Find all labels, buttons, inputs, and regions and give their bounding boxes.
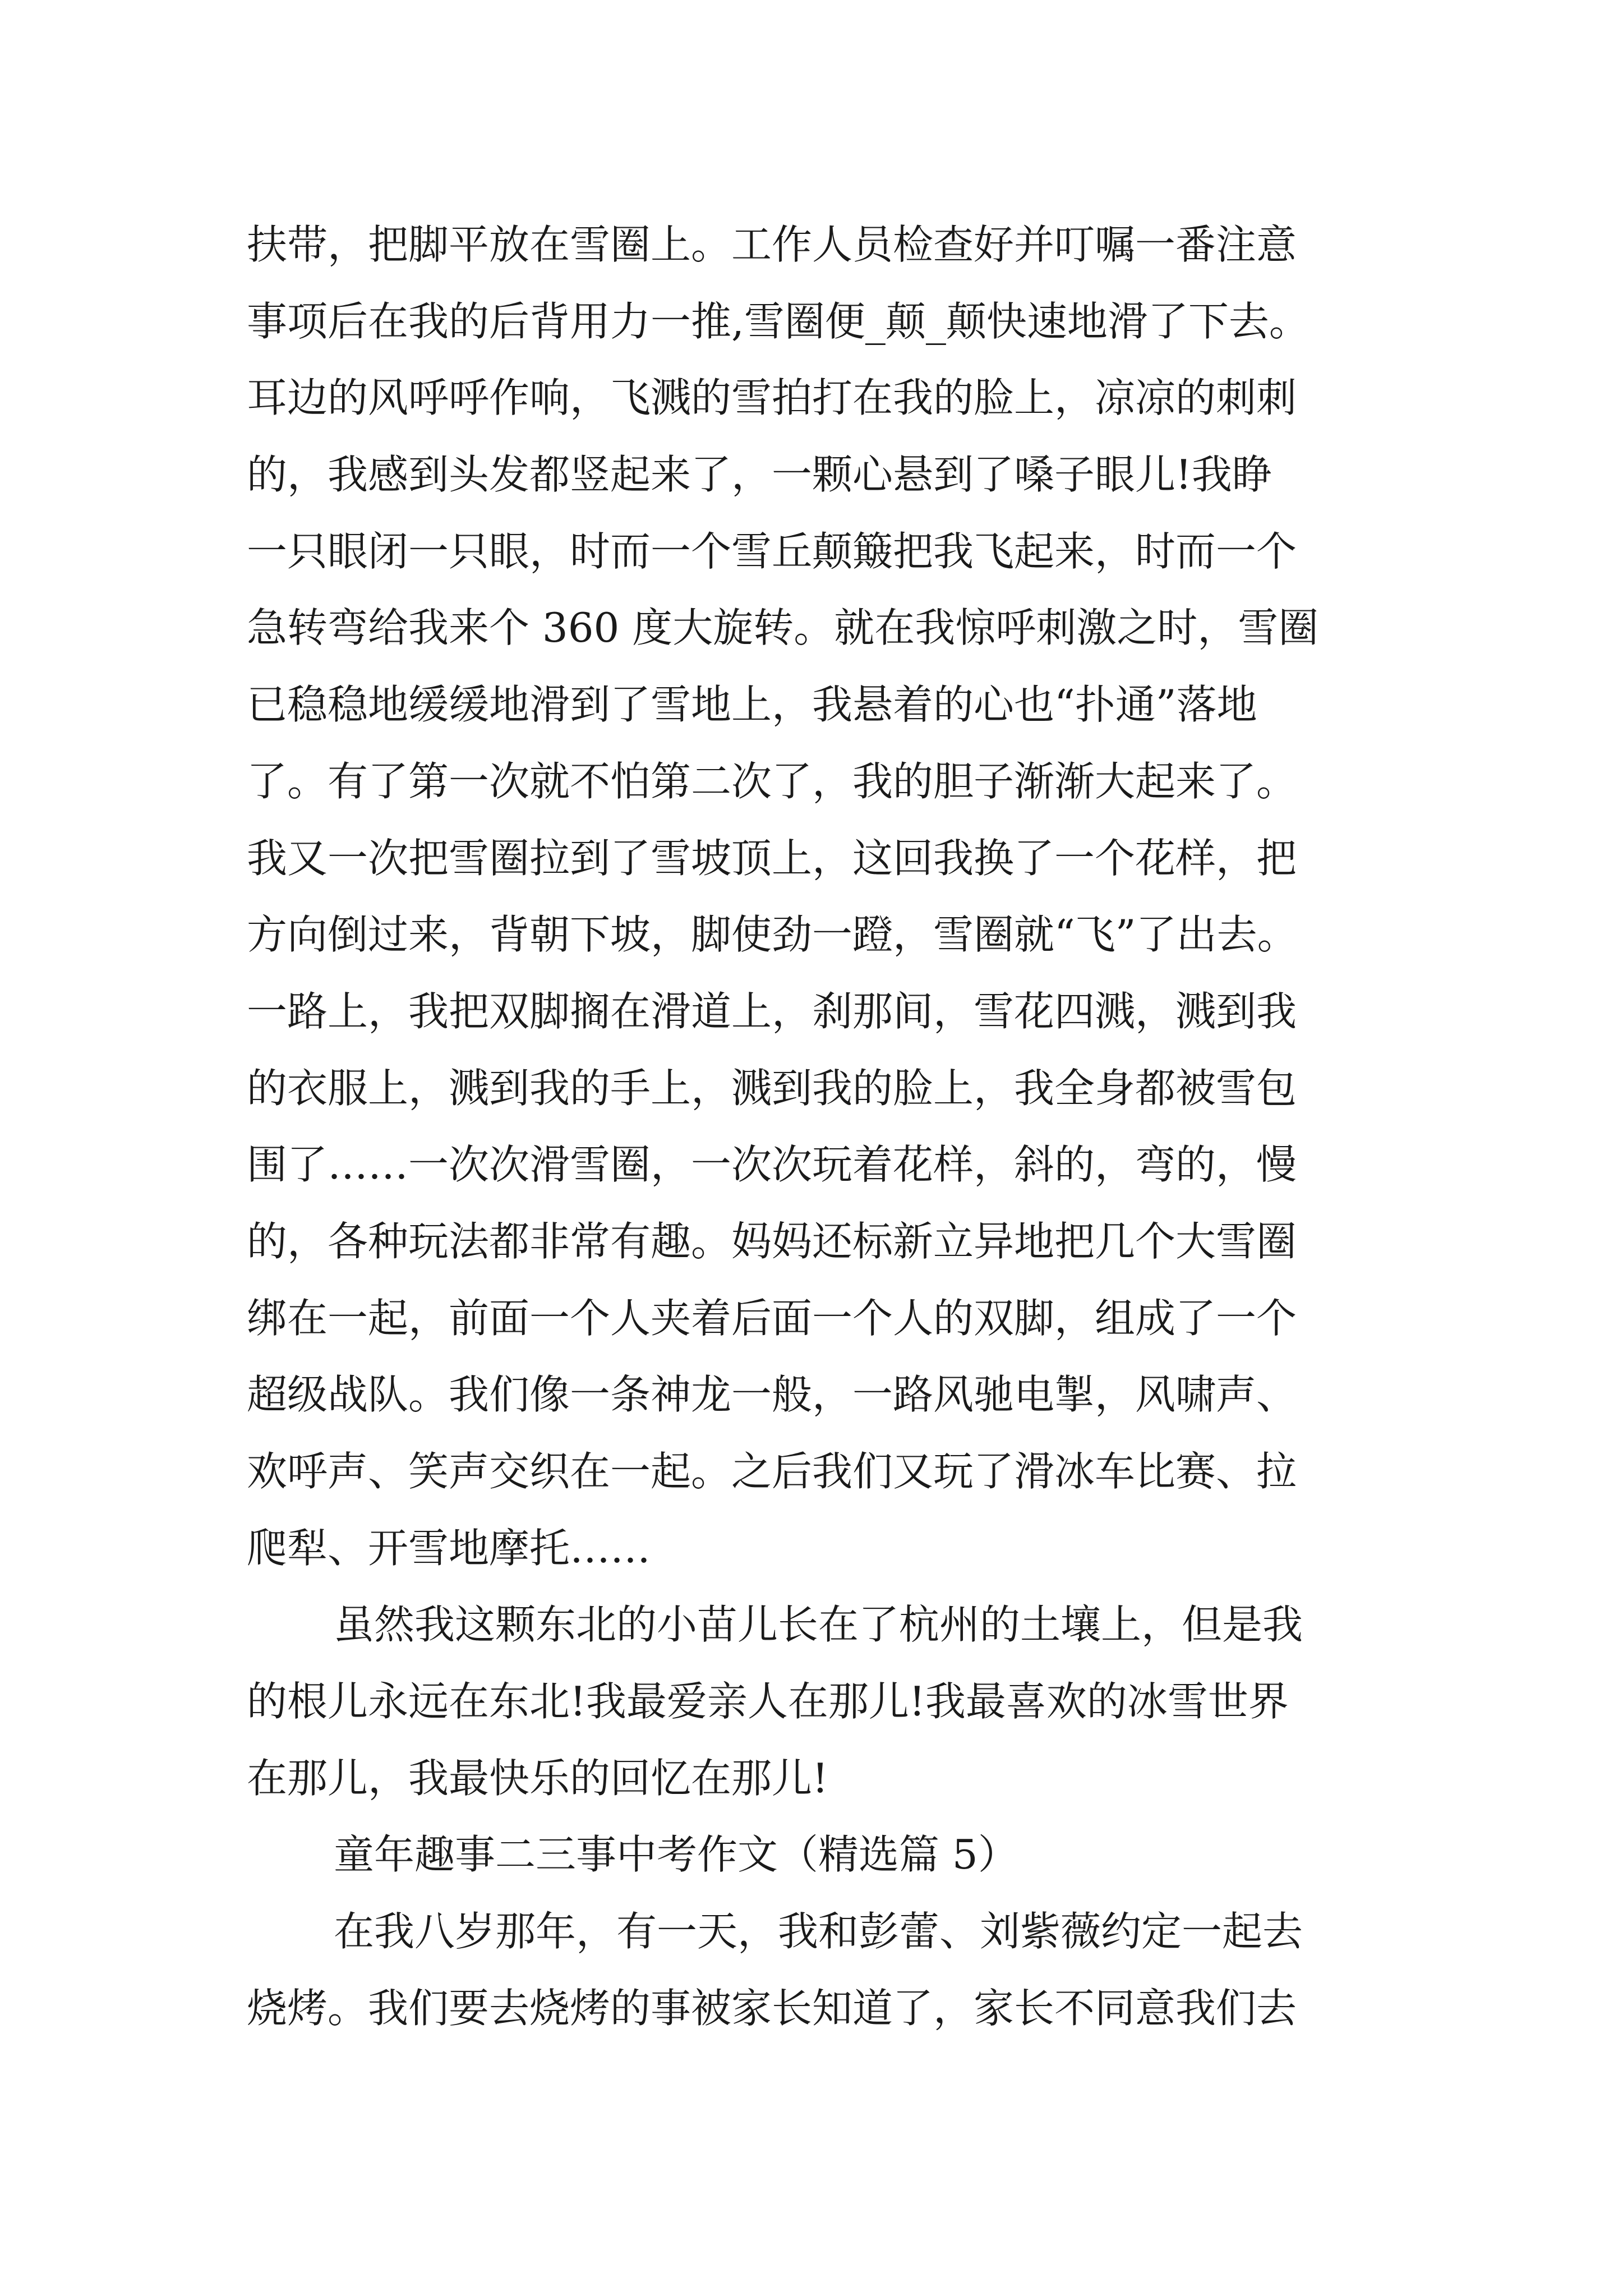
text-line: 一只眼闭一只眼，时而一个雪丘颠簸把我飞起来，时而一个 (247, 527, 1297, 575)
text-line: 围了……一次次滑雪圈，一次次玩着花样，斜的，弯的，慢 (247, 1141, 1297, 1189)
text-line: 方向倒过来，背朝下坡，脚使劲一蹬，雪圈就“飞”了出去。 (247, 911, 1298, 959)
text-line: 的，各种玩法都非常有趣。妈妈还标新立异地把几个大雪圈 (247, 1217, 1297, 1265)
text-line: 一路上，我把双脚搁在滑道上，刹那间，雪花四溅，溅到我 (247, 987, 1297, 1035)
paragraph-first-line: 在我八岁那年，有一天，我和彭蕾、刘紫薇约定一起去 (334, 1908, 1303, 1955)
text-line: 我又一次把雪圈拉到了雪坡顶上，这回我换了一个花样，把 (247, 834, 1297, 882)
text-line: 急转弯给我来个 360 度大旋转。就在我惊呼刺激之时，雪圈 (247, 604, 1319, 652)
text-line: 爬犁、开雪地摩托…… (247, 1524, 651, 1572)
text-line: 扶带，把脚平放在雪圈上。工作人员检查好并叮嘱一番注意 (247, 221, 1297, 268)
body-text (247, 206, 1391, 2047)
text-line: 超级战队。我们像一条神龙一般，一路风驰电掣，风啸声、 (247, 1371, 1297, 1419)
text-line: 在那儿，我最快乐的回忆在那儿! (247, 1754, 828, 1802)
text-line: 耳边的风呼呼作响，飞溅的雪拍打在我的脸上，凉凉的刺刺 (247, 374, 1297, 422)
text-line: 事项后在我的后背用力一推,雪圈便_颠_颠快速地滑了下去。 (247, 297, 1310, 345)
text-line: 欢呼声、笑声交织在一起。之后我们又玩了滑冰车比赛、拉 (247, 1448, 1297, 1495)
text-line: 的衣服上，溅到我的手上，溅到我的脸上，我全身都被雪包 (247, 1064, 1297, 1112)
text-line: 的，我感到头发都竖起来了，一颗心悬到了嗓子眼儿!我睁 (247, 451, 1272, 499)
text-line: 烧烤。我们要去烧烤的事被家长知道了，家长不同意我们去 (247, 1984, 1297, 2032)
paragraph-first-line: 童年趣事二三事中考作文（精选篇 5） (334, 1831, 1018, 1879)
text-line: 绑在一起，前面一个人夹着后面一个人的双脚，组成了一个 (247, 1294, 1297, 1342)
text-line: 已稳稳地缓缓地滑到了雪地上，我悬着的心也“扑通”落地 (247, 681, 1257, 729)
text-line: 的根儿永远在东北!我最爱亲人在那儿!我最喜欢的冰雪世界 (247, 1678, 1289, 1726)
text-line: 了。有了第一次就不怕第二次了，我的胆子渐渐大起来了。 (247, 757, 1297, 805)
paragraph-first-line: 虽然我这颗东北的小苗儿长在了杭州的土壤上，但是我 (334, 1601, 1303, 1649)
